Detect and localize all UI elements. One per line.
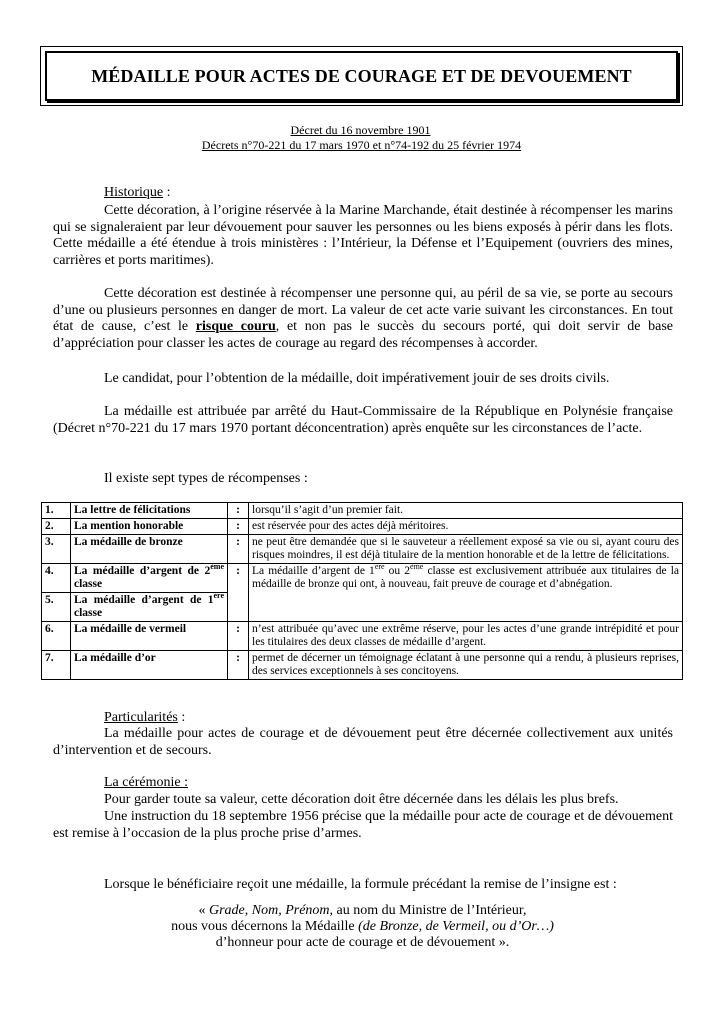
row-description: permet de décerner un témoignage éclatant à une personne qui a rendu, à plusieurs reprises, des services exceptionnels à ses concitoyens. <box>249 651 683 680</box>
row-name-end: classe <box>74 607 103 619</box>
desc-sup-1: ère <box>374 562 385 572</box>
row-colon: : <box>228 622 249 651</box>
desc-sup-2: ème <box>410 562 424 572</box>
particularites-heading <box>104 710 185 726</box>
ceremonie-text-1: Pour garder toute sa valeur, cette décoration doit être décernée dans les délais les plus brefs. <box>104 792 619 807</box>
title-inner-frame <box>45 51 678 101</box>
row-description: lorsqu’il s’agit d’un premier fait. <box>249 503 683 519</box>
formule-line-1 <box>0 902 725 919</box>
desc-part-a: La médaille d’argent de 1 <box>252 565 375 577</box>
row-name-sup: ère <box>213 591 224 601</box>
formule-line-2 <box>0 918 725 935</box>
row-colon: : <box>228 564 249 622</box>
table-row <box>42 519 683 535</box>
row-name: La médaille d’or <box>71 651 228 680</box>
table-row <box>42 503 683 519</box>
row-description: n’est attribuée qu’avec une extrême réserve, pour les actes d’une grande intrépidité et pour les titulaires des deux classes de médaille d’argent. <box>249 622 683 651</box>
row-number: 6. <box>42 622 71 651</box>
row-number: 2. <box>42 519 71 535</box>
row-name-start: La médaille d’argent de 1 <box>74 594 214 606</box>
para2-start: Cette décoration est destinée à récompenser une personne qui, au péril de sa vie, se porte au secours d’une ou plusieurs personnes en danger de mort. La valeur de cet acte varie suivant les circonstances. En tout état de cause, c’est le <box>53 286 673 334</box>
formule-open-quote: « <box>198 903 209 918</box>
row-number: 5. <box>42 593 71 622</box>
table-row <box>42 535 683 564</box>
row-number: 4. <box>42 564 71 593</box>
row-name-end: classe <box>74 578 103 590</box>
table-row <box>42 622 683 651</box>
row-number: 1. <box>42 503 71 519</box>
row-name: La mention honorable <box>71 519 228 535</box>
historique-heading <box>104 185 171 201</box>
row-colon: : <box>228 519 249 535</box>
row-number: 3. <box>42 535 71 564</box>
formule-medal-types: (de Bronze, de Vermeil, ou d’Or…) <box>358 919 554 934</box>
formule-line-1-end: , au nom du Ministre de l’Intérieur, <box>329 903 527 918</box>
formule-intro: Lorsque le bénéficiaire reçoit une médaille, la formule précédant la remise de l’insigne est : <box>104 877 617 892</box>
desc-part-c: classe est exclusivement attribuée aux titulaires de la médaille de bronze qui ont, à nouveau, fait preuve de courage et d’abnégation. <box>252 565 679 590</box>
historique-heading-colon: : <box>163 185 171 200</box>
formule-grade-name: Grade, Nom, Prénom <box>209 903 330 918</box>
page-title: MÉDAILLE POUR ACTES DE COURAGE ET DE DEVOUEMENT <box>91 65 632 86</box>
formule-line-2-start: nous vous décernons la Médaille <box>171 919 359 934</box>
historique-paragraph-1: Cette décoration, à l’origine réservée à la Marine Marchande, était destinée à récompenser les marins qui se signaleraient par leur dévouement pour sauver les personnes ou les biens exposés à périr dans les flots. Cette médaille a été étendue à trois ministères : l’Intérieur, la Défense et l’Equipement (ouvriers des mines, carrières et ports maritimes). <box>53 203 673 268</box>
row-name <box>71 564 228 593</box>
historique-heading-label: Historique <box>104 185 164 200</box>
historique-paragraph-2 <box>53 286 673 352</box>
table-row <box>42 564 683 593</box>
particularites-text: La médaille pour actes de courage et de dévouement peut être décernée collectivement aux unités d’intervention et de secours. <box>53 726 673 758</box>
decree-line-1: Décret du 16 novembre 1901 <box>290 123 431 137</box>
ceremonie-heading <box>104 775 188 791</box>
row-name <box>71 593 228 622</box>
ceremonie-heading-label: La cérémonie : <box>104 775 188 790</box>
para2-end: , et non pas le succès du secours porté, qui doit servir de base d’appréciation pour classer les actes de courage au regard des récompenses à accorder. <box>53 319 674 351</box>
table-row <box>42 651 683 680</box>
row-colon: : <box>228 503 249 519</box>
decrees-block <box>0 123 725 153</box>
risque-couru-emphasis: risque couru <box>195 319 276 334</box>
row-number: 7. <box>42 651 71 680</box>
recompenses-table <box>41 502 683 680</box>
particularites-heading-colon: : <box>177 710 186 725</box>
desc-part-b: ou 2 <box>384 565 411 577</box>
row-description: ne peut être demandée que si le sauveteur a réellement exposé sa vie ou si, ayant couru des risques moindres, il est déjà titulaire de la mention honorable et de la lettre de félicitations. <box>249 535 683 564</box>
row-name: La lettre de félicitations <box>71 503 228 519</box>
row-name-sup: ème <box>210 562 224 572</box>
particularites-heading-label: Particularités <box>104 710 178 725</box>
historique-paragraph-4: La médaille est attribuée par arrêté du Haut-Commissaire de la République en Polynésie française (Décret n°70-221 du 17 mars 1970 portant déconcentration) après enquête sur les circonstances de l’acte. <box>53 404 673 436</box>
row-description <box>249 564 683 622</box>
row-name-start: La médaille d’argent de 2 <box>74 565 211 577</box>
decree-line-2: Décrets n°70-221 du 17 mars 1970 et n°74-192 du 25 février 1974 <box>201 138 522 152</box>
ceremonie-text-2: Une instruction du 18 septembre 1956 précise que la médaille pour acte de courage et de dévouement est remise à l’occasion de la plus proche prise d’armes. <box>53 809 673 841</box>
historique-paragraph-3: Le candidat, pour l’obtention de la médaille, doit impérativement jouir de ses droits civils. <box>104 371 610 386</box>
row-description: est réservée pour des actes déjà méritoires. <box>249 519 683 535</box>
row-colon: : <box>228 535 249 564</box>
formule-line-3: d’honneur pour acte de courage et de dévouement ». <box>215 935 510 950</box>
row-colon: : <box>228 651 249 680</box>
row-name: La médaille de bronze <box>71 535 228 564</box>
title-frame <box>40 46 683 106</box>
row-name: La médaille de vermeil <box>71 622 228 651</box>
historique-paragraph-5: Il existe sept types de récompenses : <box>104 471 308 486</box>
